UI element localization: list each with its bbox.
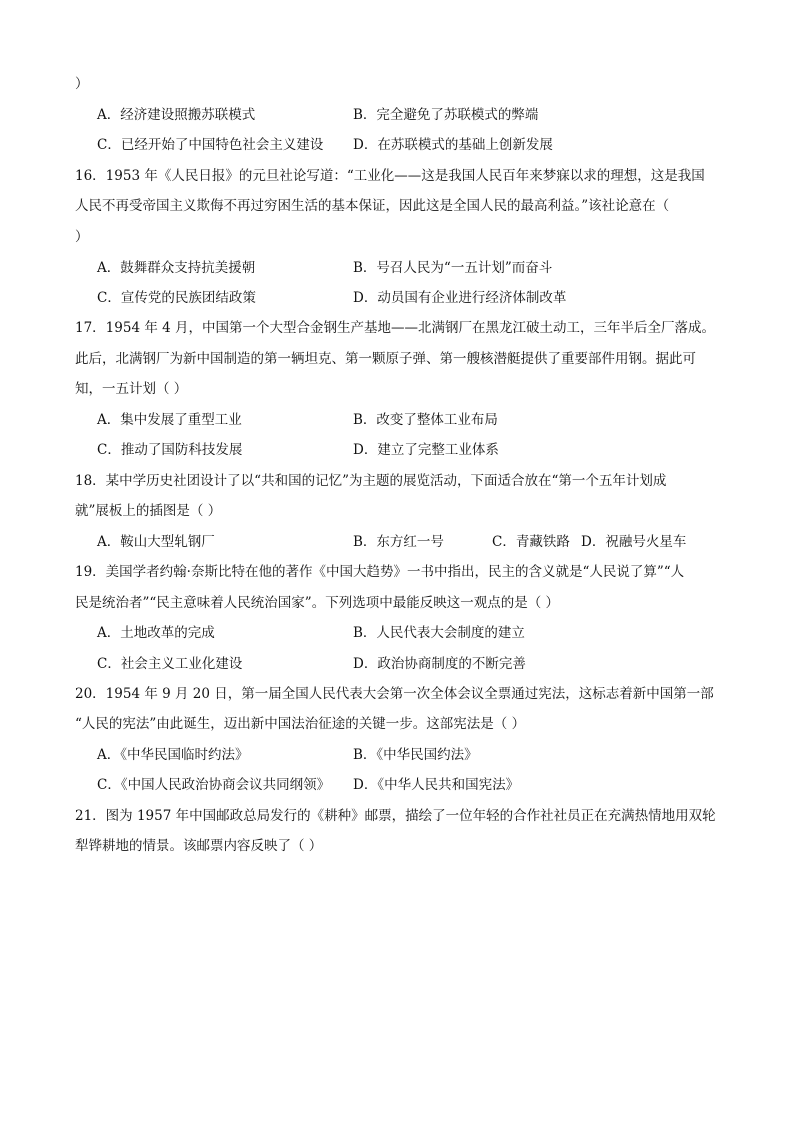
q15-option-a: A．经济建设照搬苏联模式 <box>97 107 256 123</box>
q21-text-line-2: 犁铧耕地的情景。该邮票内容反映了（ ） <box>75 838 323 854</box>
q15-option-d: D．在苏联模式的基础上创新发展 <box>353 137 553 153</box>
q16-option-d: D．动员国有企业进行经济体制改革 <box>353 290 567 306</box>
q17-option-a: A．集中发展了重型工业 <box>97 412 242 428</box>
q16-option-a: A．鼓舞群众支持抗美援朝 <box>97 260 256 276</box>
q18-option-d: D．祝融号火星车 <box>581 534 687 550</box>
q16-text-line-3: ） <box>75 229 89 245</box>
q15-option-b: B．完全避免了苏联模式的弊端 <box>353 107 539 123</box>
q16-text-line-2: 人民不再受帝国主义欺侮不再过穷困生活的基本保证，因此这是全国人民的最高利益。”该社论意在（ <box>75 198 670 214</box>
q17-text-line-3: 知，一五计划（ ） <box>75 381 188 397</box>
q20-option-d: D．《中华人民共和国宪法》 <box>353 777 520 793</box>
q18-text-line-2: 就”展板上的插图是（ ） <box>75 503 222 519</box>
q17-option-b: B．改变了整体工业布局 <box>353 412 498 428</box>
q18-text-line-1: 18．某中学历史社团设计了以“共和国的记忆”为主题的展览活动，下面适合放在“第一个五年计划成 <box>75 473 667 489</box>
q20-option-c: C．《中国人民政治协商会议共同纲领》 <box>97 777 331 793</box>
q15-continuation: ） <box>75 76 89 92</box>
q18-option-c: C．青藏铁路 <box>492 534 570 550</box>
q21-text-line-1: 21．图为 1957 年中国邮政总局发行的《耕种》邮票，描绘了一位年轻的合作社社员正在充满热情地用双轮 <box>75 808 716 824</box>
q20-text-line-2: “人民的宪法”由此诞生，迈出新中国法治征途的关键一步。这部宪法是（ ） <box>75 716 526 732</box>
q17-text-line-1: 17．1954 年 4 月，中国第一个大型合金钢生产基地——北满钢厂在黑龙江破土动工，三年半后全厂落成。 <box>75 320 715 336</box>
q17-option-d: D．建立了完整工业体系 <box>353 442 499 458</box>
q16-text-line-1: 16．1953 年《人民日报》的元旦社论写道：“工业化——这是我国人民百年来梦寐以求的理想，这是我国 <box>75 168 705 184</box>
q20-option-b: B．《中华民国约法》 <box>353 747 478 763</box>
q18-option-b: B．东方红一号 <box>353 534 444 550</box>
q20-text-line-1: 20．1954 年 9 月 20 日，第一届全国人民代表大会第一次全体会议全票通过宪法，这标志着新中国第一部 <box>75 686 714 702</box>
q17-text-line-2: 此后，北满钢厂为新中国制造的第一辆坦克、第一颗原子弹、第一艘核潜艇提供了重要部件用钢。据此可 <box>75 351 696 367</box>
q19-option-b: B．人民代表大会制度的建立 <box>353 625 525 641</box>
q16-option-c: C．宣传党的民族团结政策 <box>97 290 256 306</box>
q19-text-line-1: 19．美国学者约翰·奈斯比特在他的著作《中国大趋势》一书中指出，民主的含义就是“人民说了算”“人 <box>75 564 685 580</box>
q15-option-c: C．已经开始了中国特色社会主义建设 <box>97 137 324 153</box>
q17-option-c: C．推动了国防科技发展 <box>97 442 243 458</box>
q19-option-a: A．土地改革的完成 <box>97 625 215 641</box>
q16-option-b: B．号召人民为“一五计划”而奋斗 <box>353 260 553 276</box>
q19-option-d: D．政治协商制度的不断完善 <box>353 656 526 672</box>
q19-option-c: C．社会主义工业化建设 <box>97 656 243 672</box>
q18-option-a: A．鞍山大型轧钢厂 <box>97 534 215 550</box>
q19-text-line-2: 民是统治者”“民主意味着人民统治国家”。下列选项中最能反映这一观点的是（ ） <box>75 595 559 611</box>
q20-option-a: A．《中华民国临时约法》 <box>97 747 249 763</box>
